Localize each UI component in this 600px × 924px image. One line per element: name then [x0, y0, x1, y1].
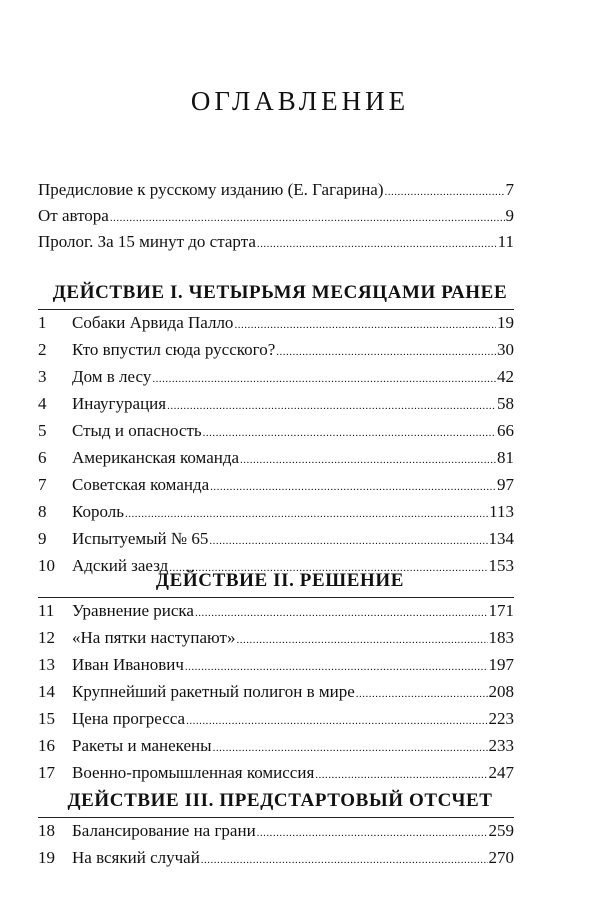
entry-title: От автора [38, 206, 109, 225]
chapter-page: 223 [488, 709, 514, 728]
chapter-page: 171 [488, 601, 514, 620]
dot-leader [236, 627, 487, 653]
chapter-number: 16 [38, 736, 55, 755]
toc-chapter[interactable] [38, 598, 514, 625]
chapter-page: 66 [497, 421, 514, 440]
chapter-number: 19 [38, 848, 55, 867]
chapter-number: 14 [38, 682, 55, 701]
chapter-number: 4 [38, 394, 47, 413]
chapter-page: 81 [497, 448, 514, 467]
dot-leader [152, 366, 496, 392]
chapter-title: Испытуемый № 65 [72, 529, 209, 548]
toc-chapter[interactable] [38, 310, 514, 337]
toc-chapter[interactable] [38, 391, 514, 418]
dot-leader [110, 205, 505, 231]
chapter-title: Дом в лесу [72, 367, 152, 386]
act-chapter-list [38, 310, 514, 580]
dot-leader [201, 847, 488, 873]
chapter-title: Ракеты и манекены [72, 736, 212, 755]
dot-leader [276, 339, 496, 365]
toc-chapter[interactable] [38, 364, 514, 391]
chapter-number: 8 [38, 502, 47, 521]
chapter-page: 58 [497, 394, 514, 413]
dot-leader [167, 393, 496, 419]
chapter-number: 12 [38, 628, 55, 647]
chapter-number: 1 [38, 313, 47, 332]
chapter-number: 17 [38, 763, 55, 782]
toc-chapter[interactable] [38, 760, 514, 787]
chapter-page: 97 [497, 475, 514, 494]
dot-leader [257, 820, 488, 846]
chapter-number: 13 [38, 655, 55, 674]
dot-leader [257, 231, 497, 257]
chapter-title: Крупнейший ракетный полигон в мире [72, 682, 355, 701]
chapter-page: 153 [488, 556, 514, 575]
chapter-number: 5 [38, 421, 47, 440]
chapter-page: 134 [488, 529, 514, 548]
chapter-title: Иван Иванович [72, 655, 184, 674]
chapter-title: Стыд и опасность [72, 421, 202, 440]
toc-entry[interactable] [38, 229, 514, 255]
chapter-title: Советская команда [72, 475, 210, 494]
dot-leader [240, 447, 496, 473]
chapter-number: 15 [38, 709, 55, 728]
entry-title: Пролог. За 15 минут до старта [38, 232, 256, 251]
toc-chapter[interactable] [38, 337, 514, 364]
dot-leader [185, 654, 488, 680]
chapter-title: Военно-промышленная комиссия [72, 763, 315, 782]
toc-chapter[interactable] [38, 526, 514, 553]
toc-chapter[interactable] [38, 652, 514, 679]
dot-leader [213, 735, 488, 761]
dot-leader [203, 420, 496, 446]
dot-leader [385, 179, 505, 205]
toc-chapter[interactable] [38, 706, 514, 733]
page-title: ОГЛАВЛЕНИЕ [190, 86, 410, 117]
chapter-page: 113 [489, 502, 514, 521]
chapter-page: 19 [497, 313, 514, 332]
chapter-page: 42 [497, 367, 514, 386]
toc-chapter[interactable] [38, 679, 514, 706]
chapter-page: 247 [488, 763, 514, 782]
chapter-number: 6 [38, 448, 47, 467]
act-heading: ДЕЙСТВИЕ I. ЧЕТЫРЬМЯ МЕСЯЦАМИ РАНЕЕ [52, 282, 508, 303]
entry-page: 9 [505, 206, 514, 225]
toc-chapter[interactable] [38, 818, 514, 845]
dot-leader [186, 708, 487, 734]
dot-leader [209, 528, 487, 554]
dot-leader [125, 501, 488, 527]
chapter-number: 11 [38, 601, 55, 620]
dot-leader [195, 600, 488, 626]
chapter-title: Американская команда [72, 448, 240, 467]
chapter-page: 30 [497, 340, 514, 359]
chapter-title: «На пятки наступают» [72, 628, 236, 647]
toc-chapter[interactable] [38, 472, 514, 499]
act-heading: ДЕЙСТВИЕ II. РЕШЕНИЕ [155, 570, 405, 591]
toc-chapter[interactable] [38, 733, 514, 760]
chapter-title: На всякий случай [72, 848, 200, 867]
chapter-number: 3 [38, 367, 47, 386]
dot-leader [315, 762, 487, 788]
chapter-page: 259 [488, 821, 514, 840]
chapter-number: 10 [38, 556, 55, 575]
chapter-title: Собаки Арвида Палло [72, 313, 234, 332]
entry-page: 11 [497, 232, 514, 251]
entry-title: Предисловие к русскому изданию (Е. Гагарина) [38, 180, 384, 199]
front-matter-list [38, 177, 514, 255]
chapter-number: 9 [38, 529, 47, 548]
act-heading: ДЕЙСТВИЕ III. ПРЕДСТАРТОВЫЙ ОТСЧЕТ [67, 790, 493, 811]
toc-chapter[interactable] [38, 845, 514, 872]
chapter-title: Кто впустил сюда русского? [72, 340, 276, 359]
entry-page: 7 [505, 180, 514, 199]
chapter-page: 197 [488, 655, 514, 674]
act-chapter-list [38, 598, 514, 787]
toc-entry[interactable] [38, 203, 514, 229]
chapter-number: 7 [38, 475, 47, 494]
toc-chapter[interactable] [38, 625, 514, 652]
chapter-title: Адский заезд [72, 556, 169, 575]
chapter-title: Балансирование на грани [72, 821, 256, 840]
dot-leader [234, 312, 496, 338]
chapter-page: 208 [488, 682, 514, 701]
chapter-title: Цена прогресса [72, 709, 186, 728]
toc-chapter[interactable] [38, 445, 514, 472]
toc-chapter[interactable] [38, 418, 514, 445]
chapter-title: Уравнение риска [72, 601, 194, 620]
chapter-title: Король [72, 502, 125, 521]
chapter-number: 18 [38, 821, 55, 840]
chapter-number: 2 [38, 340, 47, 359]
chapter-page: 270 [488, 848, 514, 867]
chapter-title: Инаугурация [72, 394, 167, 413]
chapter-page: 183 [488, 628, 514, 647]
dot-leader [356, 681, 488, 707]
toc-entry[interactable] [38, 177, 514, 203]
act-chapter-list [38, 818, 514, 872]
chapter-page: 233 [488, 736, 514, 755]
dot-leader [210, 474, 496, 500]
toc-chapter[interactable] [38, 499, 514, 526]
